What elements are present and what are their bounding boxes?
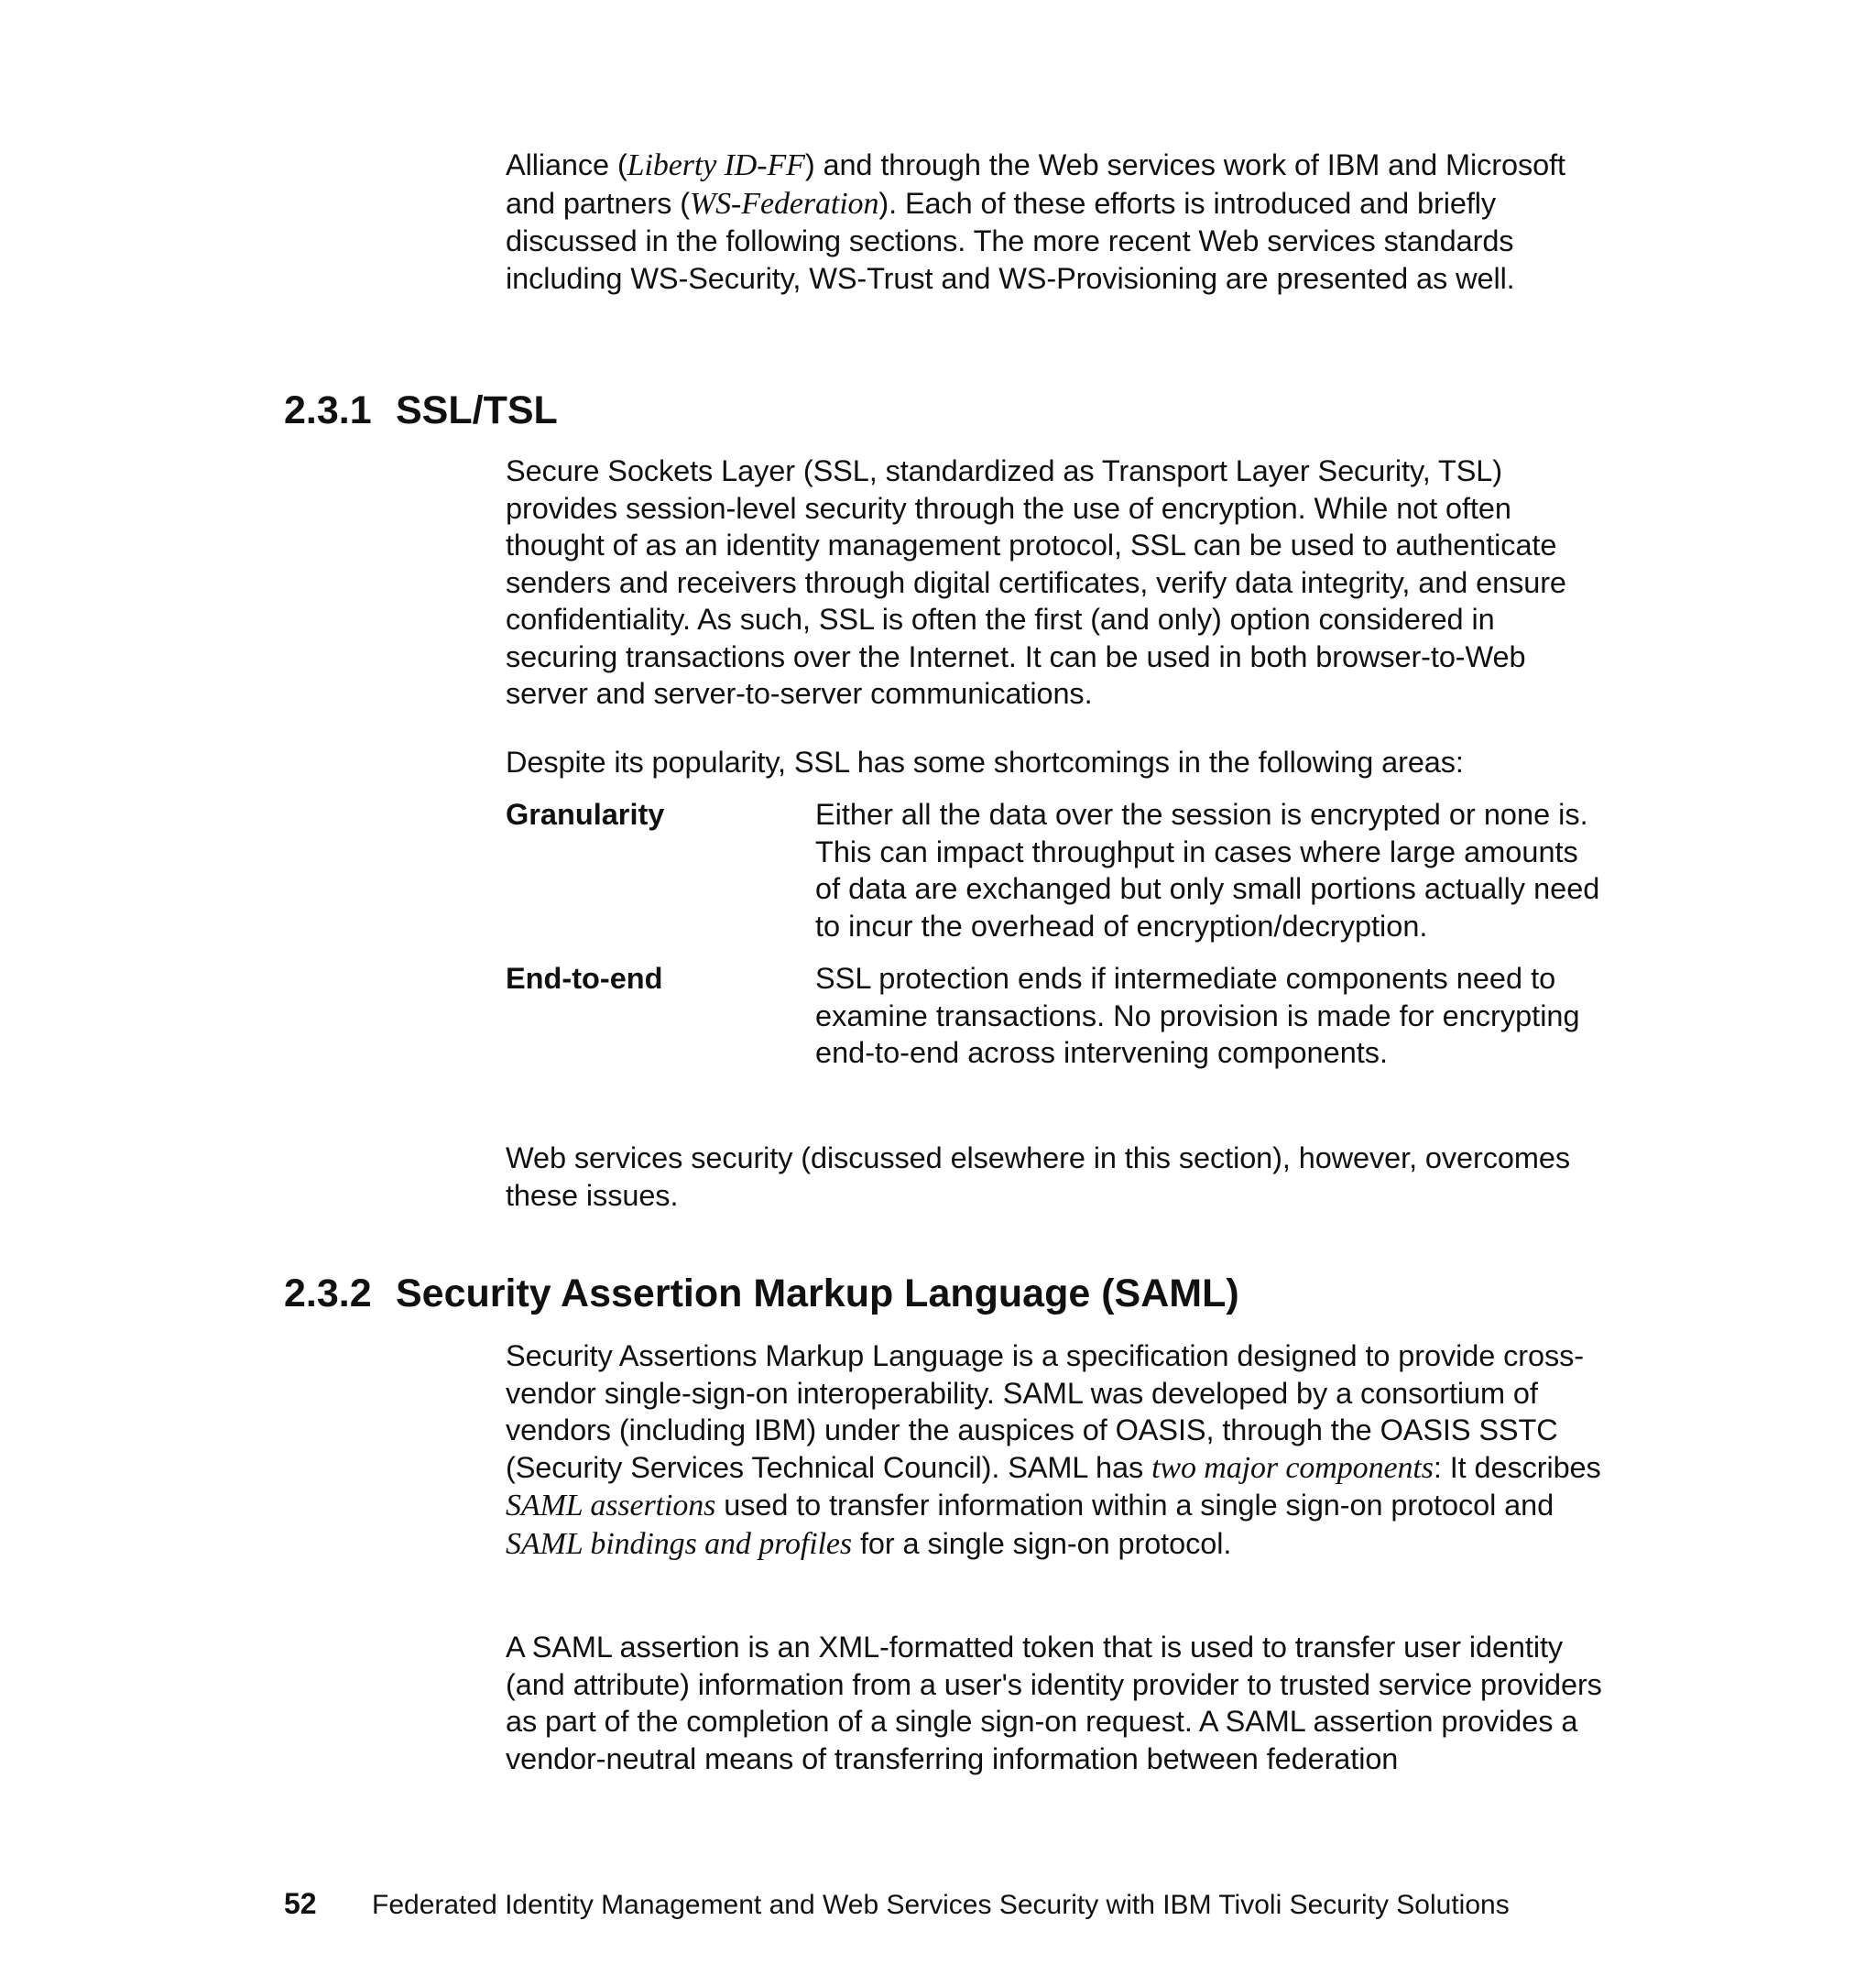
ssl-shortcomings-intro: Despite its popularity, SSL has some shortcomings in the following areas: [506, 746, 1464, 779]
page-number: 52 [284, 1887, 317, 1920]
saml-italic-assertions: SAML assertions [506, 1489, 716, 1522]
definition-description: Either all the data over the session is encrypted or none is. This can impact throughput in cases where large amounts of data are exchanged but only small portions actually need to incur the overhead of encryption/decryption. [815, 798, 1600, 943]
definition-description: SSL protection ends if intermediate components need to examine transactions. No provision is made for encrypting end-to-end across intervening components. [815, 962, 1580, 1069]
intro-paragraph [506, 147, 1605, 297]
ssl-conclusion: Web services security (discussed elsewhere in this section), however, overcomes these issues. [506, 1141, 1570, 1212]
shortcomings-definition-list [506, 796, 1605, 1087]
saml-assertion-paragraph-block [506, 1629, 1605, 1777]
page-footer [284, 1887, 1510, 1922]
definition-row [506, 960, 1605, 1072]
section-number: 2.3.1 [284, 388, 372, 432]
book-title: Federated Identity Management and Web Services Security with IBM Tivoli Security Solutions [372, 1890, 1510, 1920]
intro-text-1: Alliance ( [506, 148, 627, 181]
intro-text-3: ). Each of these efforts is introduced and briefly discussed in the following sections. The more recent Web services standards including WS-Security, WS-Trust and WS-Provisioning are presented as well. [506, 186, 1515, 295]
section-title: SSL/TSL [396, 388, 558, 432]
saml-italic-bindings-profiles: SAML bindings and profiles [506, 1526, 853, 1561]
section-heading-2-3-1 [284, 387, 558, 433]
saml-paragraph [506, 1337, 1605, 1563]
section-number: 2.3.2 [284, 1271, 372, 1315]
definition-row [506, 796, 1605, 944]
intro-paragraph-block [506, 147, 1605, 297]
section-heading-2-3-2 [284, 1271, 1239, 1316]
saml-text-2: : It describes [1433, 1450, 1601, 1484]
ssl-paragraph: Secure Sockets Layer (SSL, standardized as Transport Layer Security, TSL) provides session-level security through the use of encryption. While not often thought of as an identity management protocol, SSL can be used to authenticate senders and receivers through digital certificates, verify data integrity, and ensure confidentiality. As such, SSL is often the first (and only) option considered in securing transactions over the Internet. It can be used in both browser-to-Web server and server-to-server communications. [506, 454, 1566, 710]
saml-text-1: Security Assertions Markup Language is a specification designed to provide cross-vendor single-sign-on interoperability. SAML was developed by a consortium of vendors (including IBM) under the auspices of OASIS, through the OASIS SSTC (Security Services Technical Council). SAML has [506, 1339, 1584, 1484]
ssl-paragraph-block [506, 453, 1605, 713]
saml-text-4: for a single sign-on protocol. [852, 1526, 1232, 1560]
saml-text-3: used to transfer information within a single sign-on protocol and [715, 1489, 1554, 1522]
section-title: Security Assertion Markup Language (SAML) [396, 1271, 1239, 1315]
ssl-shortcomings-intro-block [506, 744, 1605, 781]
definition-term: Granularity [506, 798, 665, 831]
ssl-conclusion-block [506, 1140, 1605, 1214]
definition-term: End-to-end [506, 962, 663, 995]
saml-italic-major-components: two major components [1151, 1450, 1434, 1485]
saml-paragraph-block [506, 1337, 1605, 1563]
intro-italic-wsfed: WS-Federation [689, 186, 879, 221]
intro-italic-liberty: Liberty ID-FF [627, 148, 805, 182]
saml-assertion-paragraph: A SAML assertion is an XML-formatted token that is used to transfer user identity (and attribute) information from a user's identity provider to trusted service providers as part of the completion of a single sign-on request. A SAML assertion provides a vendor-neutral means of transferring information between federation [506, 1631, 1602, 1775]
intro-text-2: ) and through the Web services work of IBM and Microsoft and partners ( [506, 148, 1565, 220]
